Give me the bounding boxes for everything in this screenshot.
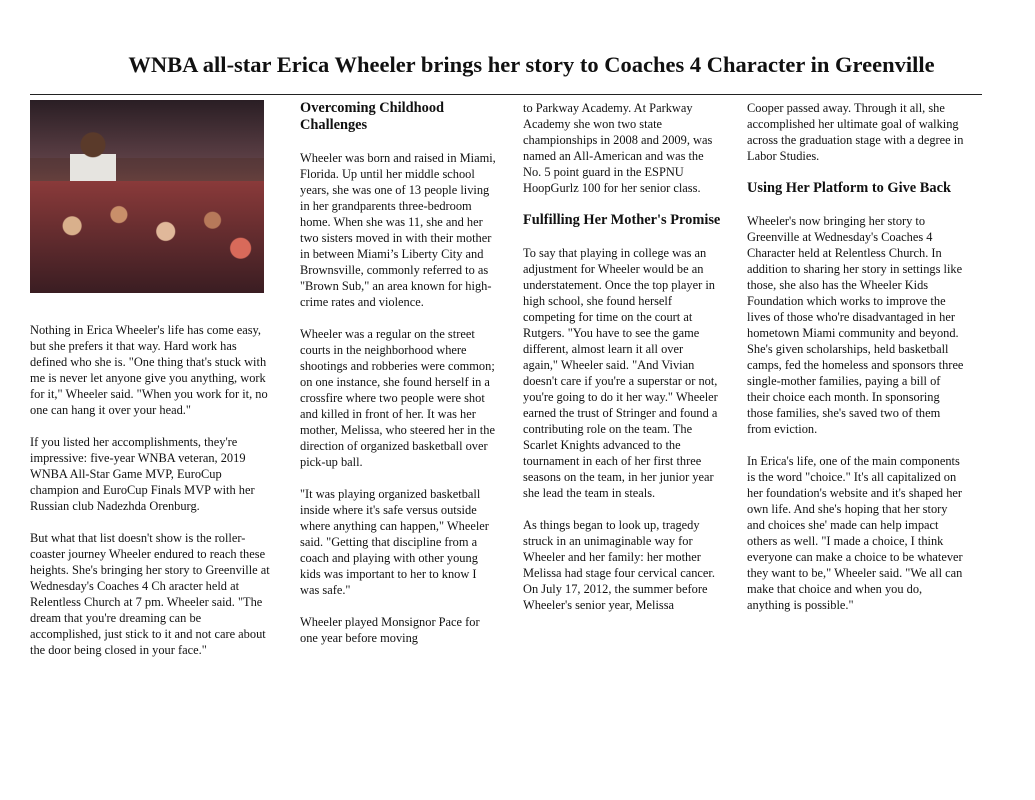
paragraph: To say that playing in college was an adjustment for Wheeler would be an understatement. Once the top player in high school, she found herself competing for time on the court at Rutgers. "You have to see the game different, almost learn it all over again," Wheeler said. "And Vivian doesn't care if you're a superstar or not, you're going to do it her way." Wheeler earned the trust of Stringer and found a contributing role on the team. The Scarlet Knights advanced to the tournament in each of her first three seasons on the team, in her junior year she lead the team in steals. xyxy=(523,246,718,500)
column-3 xyxy=(523,100,721,629)
section-heading: Overcoming Childhood Challenges xyxy=(300,100,445,133)
paragraph: to Parkway Academy. At Parkway Academy she won two state championships in 2008 and 2009, was named an All-American and was the No. 5 point guard in the ESPNU HoopGurlz 100 for her senior class. xyxy=(523,101,713,195)
paragraph: As things began to look up, tragedy struck in an unimaginable way for Wheeler and her family: her mother Melissa had stage four cervical cancer. On July 17, 2012, the summer before Wheeler's senior year, Melissa xyxy=(523,518,715,612)
column-2 xyxy=(300,100,497,662)
headline-divider xyxy=(30,94,982,95)
arena-background xyxy=(30,100,264,158)
paragraph: Wheeler was a regular on the street courts in the neighborhood where shootings and robberies were common; on one instance, she found herself in a crossfire where two people were shot and killed in front of her. It was her mother, Melissa, who steered her in the direction of organized basketball over pick-up ball. xyxy=(300,327,495,469)
article-photo xyxy=(30,100,264,293)
paragraph: If you listed her accomplishments, they're impressive: five-year WNBA veteran, 2019 WNBA All-Star Game MVP, EuroCup champion and EuroCup Finals MVP with her Russian club Nadezhda Orenburg. xyxy=(30,435,255,513)
paragraph: But what that list doesn't show is the roller-coaster journey Wheeler endured to reach these heights. She's bringing her story to Greenville at Wednesday's Coaches 4 Ch aracter held at Relentless Church at 7 pm. Wheeler said. "The dream that you're dreaming can be accomplished, just stick to it and not care about the door being closed in your face." xyxy=(30,531,270,657)
paragraph: "It was playing organized basketball inside where it's safe versus outside where anything can happen," Wheeler said. "Getting that discipline from a coach and playing with other young kids was important to her to know I was safe." xyxy=(300,487,489,597)
section-heading: Using Her Platform to Give Back xyxy=(747,180,951,196)
paragraph: In Erica's life, one of the main components is the word "choice." It's all capitalized on her foundation's website and it's shaped her own life. And she's hoping that her story and choices she' made can help impact others as well. "I made a choice, I think everyone can make a choice to be whatever they want to be," Wheeler said. "We all can make that choice and when you do, anything is possible." xyxy=(747,454,963,612)
paragraph: Wheeler played Monsignor Pace for one year before moving xyxy=(300,615,480,645)
crowd-figures xyxy=(30,181,264,293)
column-4 xyxy=(747,100,965,629)
paragraph: Wheeler's now bringing her story to Greenville at Wednesday's Coaches 4 Character held at Relentless Church. In addition to sharing her story in settings like those, she also has the Wheeler Kids Foundation which works to improve the lives of those who're disadvantaged in her hometown Miami community and beyond. She's given scholarships, held basketball camps, fed the homeless and sponsors three single-mother families, paying a bill of their choice each month. In sponsoring those families, she's saved two of them from eviction. xyxy=(747,214,964,436)
paragraph: Wheeler was born and raised in Miami, Florida. Up until her middle school years, she was one of 13 people living in her grandparents three-bedroom home. When she was 11, she and her two sisters moved in with their mother in between Miami’s Liberty City and Brownsville, commonly referred to as "Brown Sub," an area known for high-crime rates and violence. xyxy=(300,151,496,309)
column-1 xyxy=(30,100,270,674)
section-heading: Fulfilling Her Mother's Promise xyxy=(523,212,721,228)
paragraph: Nothing in Erica Wheeler's life has come easy, but she prefers it that way. Hard work has defined who she is. "One thing that's stuck with me is never let anyone give you anything, work for it," Wheeler said. "When you work for it, no one can hang it over your head." xyxy=(30,323,268,417)
paragraph: Cooper passed away. Through it all, she accomplished her ultimate goal of walking across the graduation stage with a degree in Labor Studies. xyxy=(747,101,964,163)
headline: WNBA all-star Erica Wheeler brings her story to Coaches 4 Character in Greenville xyxy=(128,52,935,77)
